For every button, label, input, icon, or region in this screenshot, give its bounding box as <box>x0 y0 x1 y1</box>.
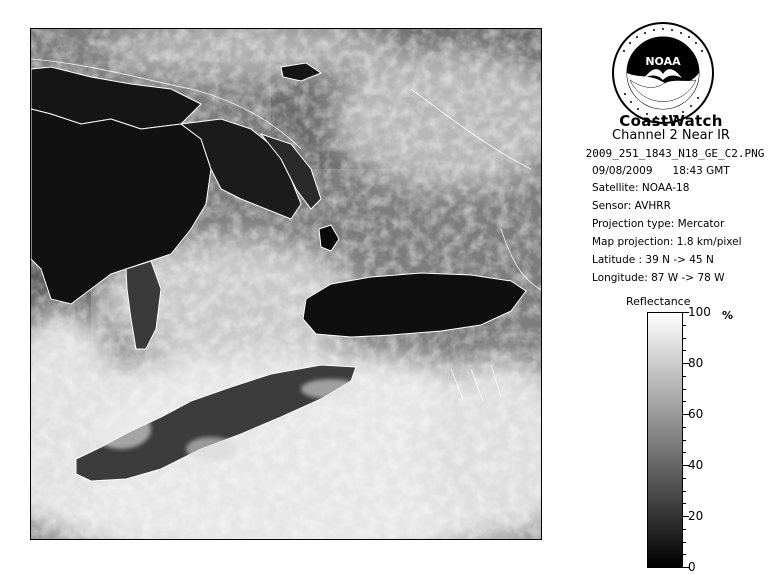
cloud-over-erie-1 <box>91 409 151 449</box>
colorbar-minor-tick <box>682 491 686 492</box>
cloud-over-erie-2 <box>186 437 236 461</box>
satellite-info: Satellite: NOAA-18 <box>592 182 690 194</box>
colorbar-tick-label: 60 <box>688 407 704 421</box>
colorbar-unit: % <box>722 309 734 322</box>
colorbar-tick-label: 0 <box>688 560 696 574</box>
app-title: CoastWatch <box>619 112 723 130</box>
colorbar-minor-tick <box>682 389 686 390</box>
colorbar-tick-label: 100 <box>688 305 711 319</box>
colorbar-minor-tick <box>682 440 686 441</box>
info-panel <box>560 20 782 572</box>
colorbar-minor-tick <box>682 350 686 351</box>
colorbar-minor-tick <box>682 376 686 377</box>
satellite-image <box>30 28 542 540</box>
colorbar-label: Reflectance <box>626 295 691 308</box>
colorbar-minor-tick <box>682 427 686 428</box>
colorbar-tick-label: 40 <box>688 458 704 472</box>
colorbar-minor-tick <box>682 542 686 543</box>
reflectance-colorbar <box>647 312 683 568</box>
image-filename: 2009_251_1843_N18_GE_C2.PNG <box>585 147 765 160</box>
satellite-image-svg <box>31 29 542 540</box>
noaa-logo <box>610 20 716 126</box>
colorbar-minor-tick <box>682 452 686 453</box>
colorbar-minor-tick <box>682 554 686 555</box>
sensor-info: Sensor: AVHRR <box>592 200 671 212</box>
logo-label: NOAA <box>645 55 681 68</box>
channel-title: Channel 2 Near IR <box>612 128 730 143</box>
colorbar-minor-tick <box>682 478 686 479</box>
datetime: 09/08/2009 18:43 GMT <box>592 165 730 177</box>
colorbar-minor-tick <box>682 338 686 339</box>
colorbar-minor-tick <box>682 325 686 326</box>
colorbar-minor-tick <box>682 529 686 530</box>
projection-type: Projection type: Mercator <box>592 218 725 230</box>
longitude-range: Longitude: 87 W -> 78 W <box>592 272 725 284</box>
colorbar-tick-label: 80 <box>688 356 704 370</box>
colorbar-tick-label: 20 <box>688 509 704 523</box>
cloud-over-erie-3 <box>301 379 361 399</box>
colorbar-minor-tick <box>682 503 686 504</box>
latitude-range: Latitude : 39 N -> 45 N <box>592 254 714 266</box>
colorbar-minor-tick <box>682 401 686 402</box>
map-projection: Map projection: 1.8 km/pixel <box>592 236 742 248</box>
